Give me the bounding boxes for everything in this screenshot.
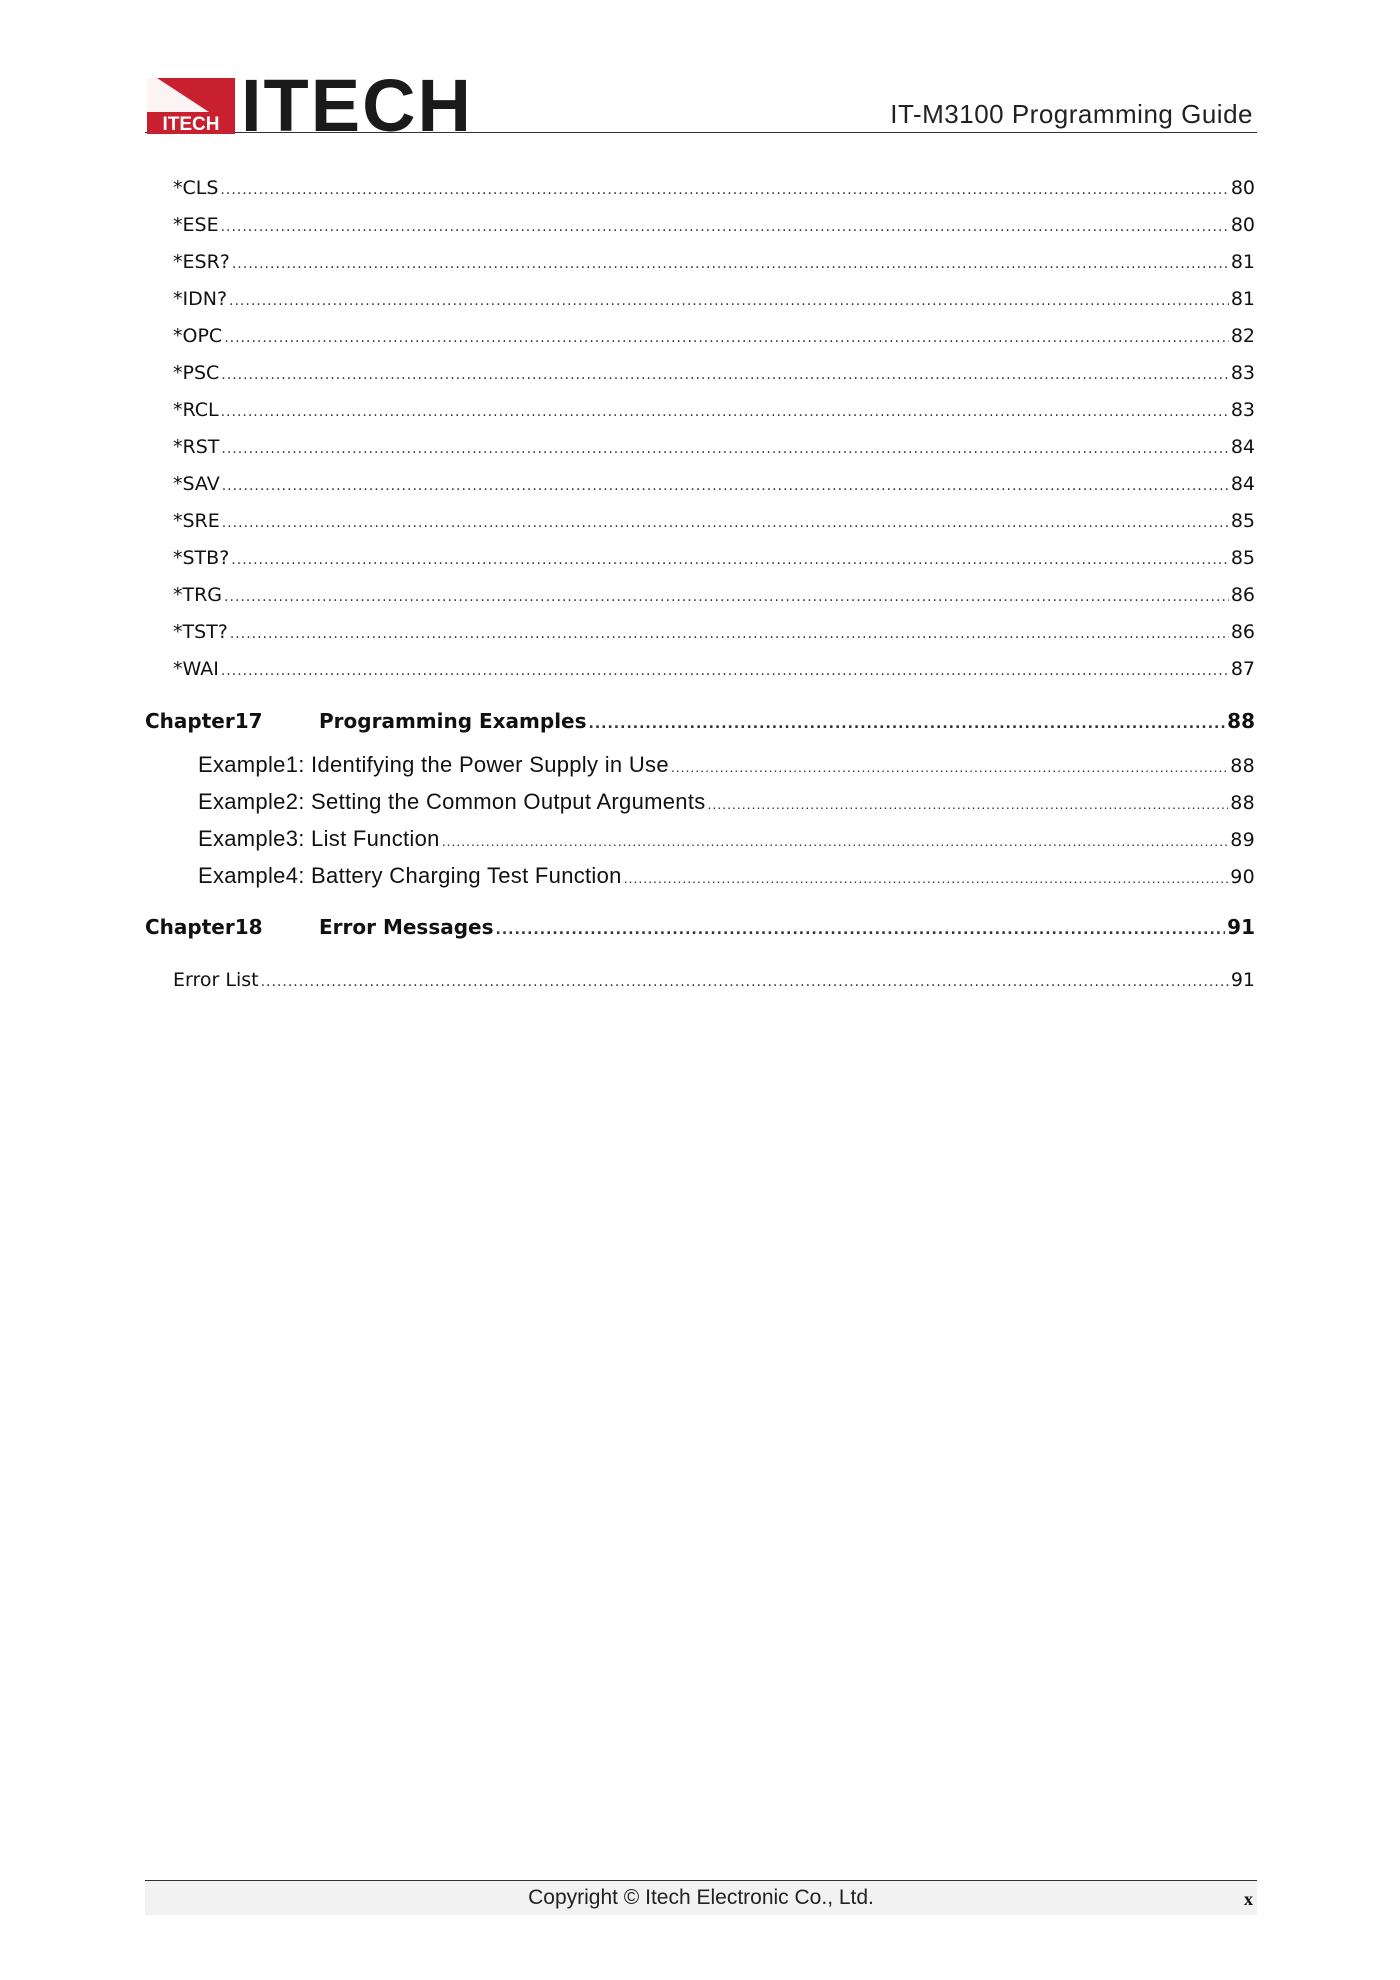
toc-entry-label: Example1: Identifying the Power Supply in Use <box>198 752 669 777</box>
dot-leader <box>671 749 1228 786</box>
toc-entry-label: Example3: List Function <box>198 826 440 851</box>
toc-entry-ese[interactable] <box>145 207 1255 244</box>
dot-leader <box>221 431 1228 468</box>
toc-entry-esr[interactable] <box>145 244 1255 281</box>
chapter-title: Programming Examples <box>319 709 587 733</box>
toc-entry-page: 81 <box>1230 251 1255 273</box>
toc-entry-wai[interactable] <box>145 651 1255 688</box>
dot-leader <box>230 616 1229 653</box>
toc-entry-example1[interactable] <box>145 746 1255 783</box>
page-number: x <box>1244 1889 1253 1909</box>
toc-entry-opc[interactable] <box>145 318 1255 355</box>
dot-leader <box>589 699 1226 749</box>
toc-entry-stb[interactable] <box>145 540 1255 577</box>
logo-badge-text: ITECH <box>162 114 220 134</box>
toc-entry-label: Error List <box>173 969 259 991</box>
toc-entry-label: *SRE <box>173 510 220 532</box>
copyright-text: Copyright © Itech Electronic Co., Ltd. <box>528 1886 874 1909</box>
toc-entry-page: 85 <box>1230 547 1255 569</box>
toc-entry-rcl[interactable] <box>145 392 1255 429</box>
table-of-contents <box>145 170 1255 1002</box>
document-title: IT-M3100 Programming Guide <box>890 99 1253 129</box>
dot-leader <box>496 905 1226 955</box>
toc-entry-idn[interactable] <box>145 281 1255 318</box>
dot-leader <box>221 653 1229 690</box>
toc-entry-label: *PSC <box>173 362 220 384</box>
toc-entry-label: Example2: Setting the Common Output Arguments <box>198 789 706 814</box>
toc-entry-page: 88 <box>1230 792 1255 814</box>
page-header <box>145 64 1257 147</box>
toc-entry-page: 82 <box>1230 325 1255 347</box>
dot-leader <box>222 468 1229 505</box>
toc-entry-page: 91 <box>1230 969 1255 991</box>
toc-entry-page: 86 <box>1230 621 1255 643</box>
toc-entry-page: 86 <box>1230 584 1255 606</box>
dot-leader <box>222 505 1229 542</box>
toc-entry-label: *RCL <box>173 399 219 421</box>
toc-entry-label: *SAV <box>173 473 220 495</box>
toc-entry-label: *RST <box>173 436 220 458</box>
dot-leader <box>220 172 1228 209</box>
itech-logo <box>147 64 473 147</box>
toc-entry-page: 84 <box>1230 473 1255 495</box>
logo-badge-graphic <box>147 78 235 134</box>
toc-entry-page: 81 <box>1230 288 1255 310</box>
toc-entry-cls[interactable] <box>145 170 1255 207</box>
dot-leader <box>229 283 1229 320</box>
toc-entry-label: Example4: Battery Charging Test Function <box>198 863 622 888</box>
toc-entry-tst[interactable] <box>145 614 1255 651</box>
toc-entry-example4[interactable] <box>145 857 1255 894</box>
toc-entry-page: 83 <box>1230 362 1255 384</box>
toc-entry-rst[interactable] <box>145 429 1255 466</box>
chapter-number: Chapter18 <box>145 915 263 939</box>
dot-leader <box>261 960 1229 1004</box>
dot-leader <box>221 209 1229 246</box>
toc-entry-page: 89 <box>1230 829 1255 851</box>
toc-entry-page: 90 <box>1230 866 1255 888</box>
logo-wordmark: ITECH <box>241 64 473 147</box>
toc-chapter-18[interactable] <box>145 902 1255 952</box>
toc-entry-page: 87 <box>1230 658 1255 680</box>
toc-entry-error-list[interactable] <box>145 958 1255 1002</box>
toc-entry-label: *OPC <box>173 325 223 347</box>
toc-entry-example3[interactable] <box>145 820 1255 857</box>
dot-leader <box>221 357 1229 394</box>
toc-entry-label: *ESE <box>173 214 219 236</box>
chapter-page: 91 <box>1227 915 1255 939</box>
toc-entry-trg[interactable] <box>145 577 1255 614</box>
toc-entry-page: 80 <box>1230 177 1255 199</box>
dot-leader <box>221 394 1229 431</box>
chapter-title: Error Messages <box>319 915 494 939</box>
toc-entry-page: 88 <box>1230 755 1255 777</box>
toc-entry-psc[interactable] <box>145 355 1255 392</box>
logo-badge <box>147 78 235 134</box>
toc-entry-sre[interactable] <box>145 503 1255 540</box>
page-footer <box>145 1880 1257 1915</box>
dot-leader <box>224 579 1229 616</box>
dot-leader <box>224 320 1229 357</box>
dot-leader <box>442 823 1229 860</box>
toc-entry-label: *ESR? <box>173 251 230 273</box>
dot-leader <box>232 246 1229 283</box>
toc-entry-label: *CLS <box>173 177 219 199</box>
toc-entry-label: *TST? <box>173 621 228 643</box>
toc-entry-label: *WAI <box>173 658 219 680</box>
toc-entry-label: *TRG <box>173 584 223 606</box>
toc-entry-example2[interactable] <box>145 783 1255 820</box>
dot-leader <box>708 786 1229 823</box>
chapter-page: 88 <box>1227 709 1255 733</box>
toc-entry-page: 84 <box>1230 436 1255 458</box>
chapter-number: Chapter17 <box>145 709 263 733</box>
toc-entry-page: 85 <box>1230 510 1255 532</box>
toc-chapter-17[interactable] <box>145 696 1255 746</box>
toc-entry-sav[interactable] <box>145 466 1255 503</box>
toc-entry-page: 80 <box>1230 214 1255 236</box>
toc-entry-label: *IDN? <box>173 288 228 310</box>
toc-entry-label: *STB? <box>173 547 230 569</box>
dot-leader <box>231 542 1229 579</box>
dot-leader <box>624 860 1229 897</box>
toc-entry-page: 83 <box>1230 399 1255 421</box>
